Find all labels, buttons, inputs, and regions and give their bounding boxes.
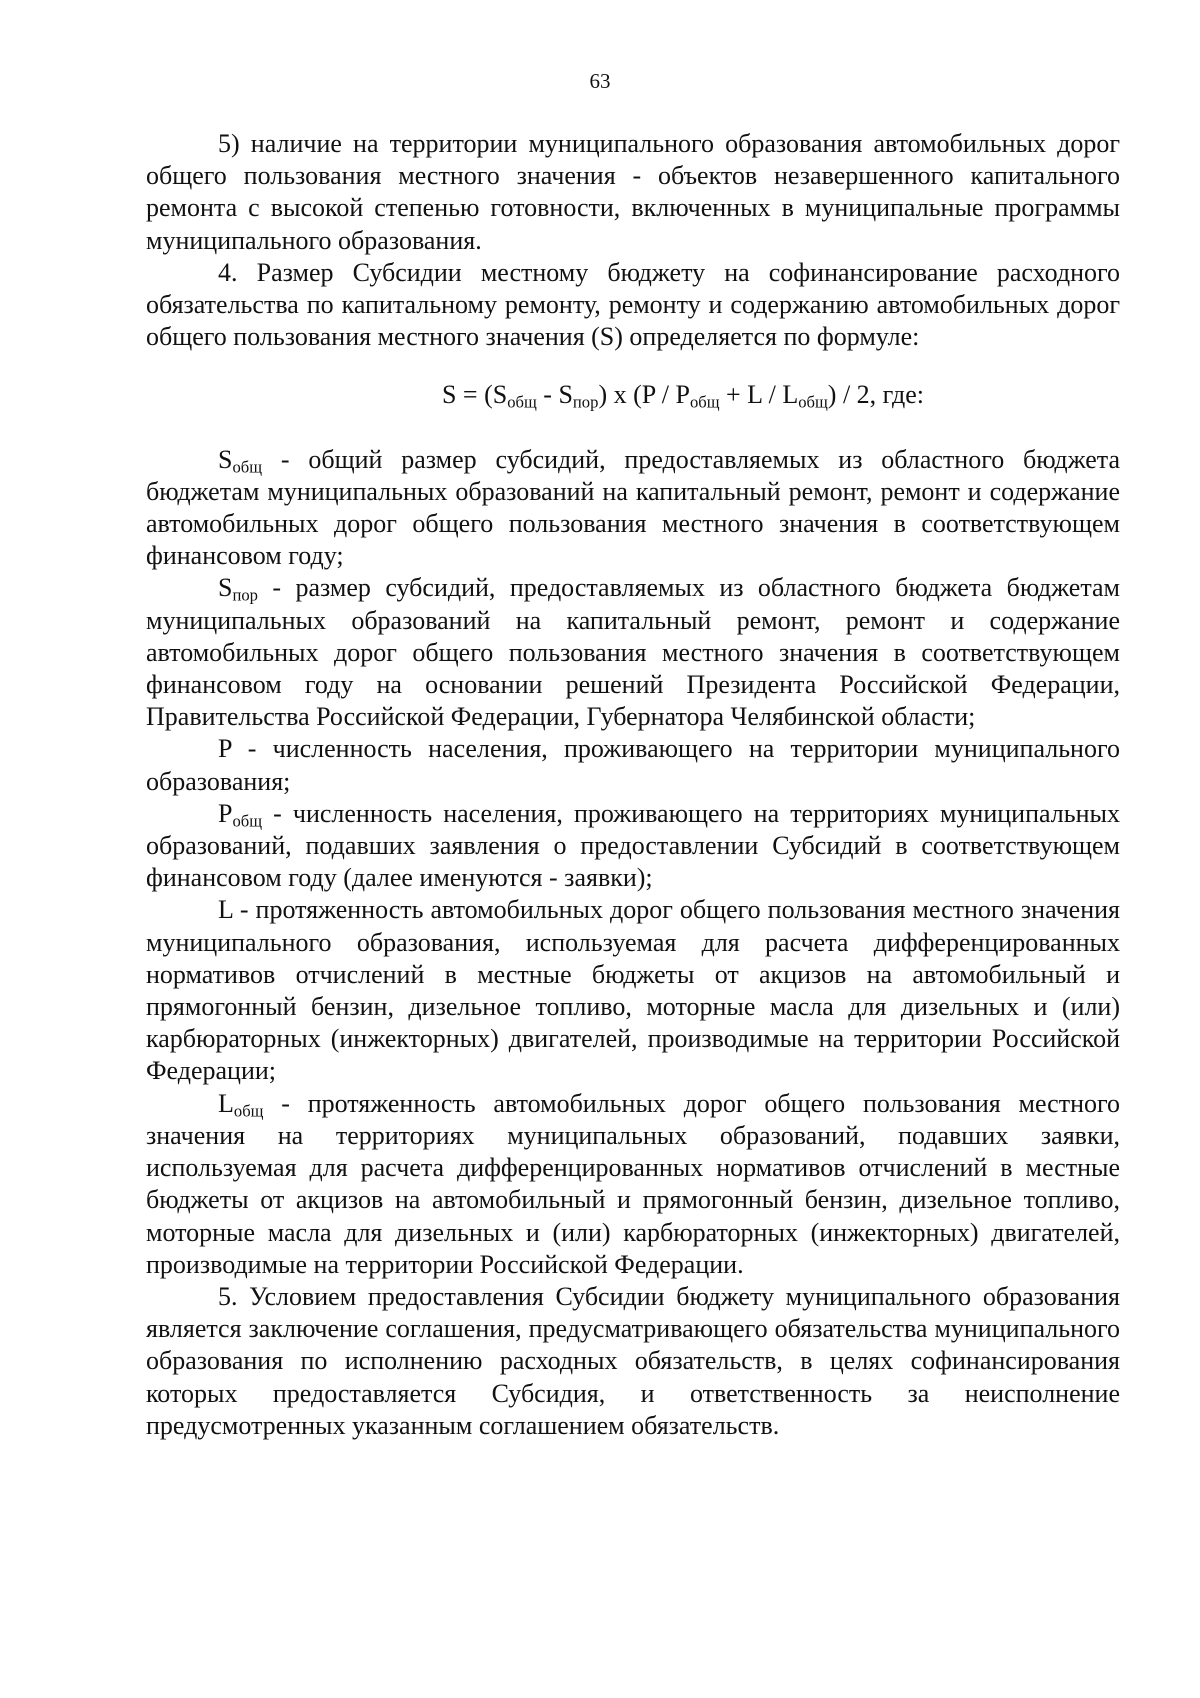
definition-text: - общий размер субсидий, предоставляемых из областного бюджета бюджетам муниципальных образований на капитальный ремонт, ремонт и содержание автомобильных дорог общего пользования местного значения в соответствующем финансовом году;: [146, 444, 1120, 571]
definition-s-obsh: [146, 444, 1120, 573]
formula-text: ) / 2, где:: [827, 380, 925, 410]
definition-text: - размер субсидий, предоставляемых из областного бюджета бюджетам муниципальных образований на капитальный ремонт, ремонт и содержание автомобильных дорог общего пользования местного значения в соответствующем финансовом году на основании решений Президента Российской Федерации, Правительства Российской Федерации, Губернатора Челябинской области;: [146, 573, 1120, 732]
symbol-subscript: общ: [233, 1101, 264, 1121]
formula-subscript: пор: [572, 393, 599, 413]
definition-text: - протяженность автомобильных дорог общего пользования местного значения на территориях муниципальных образований, подавших заявки, используемая для расчета дифференцированных нормативов отчислений в местные бюджеты от акцизов на автомобильный и прямогонный бензин, дизельное топливо, моторные масла для дизельных и (или) карбюраторных (инжекторных) двигателей, производимые на территории Российской Федерации.: [146, 1088, 1120, 1279]
formula-subscript: общ: [507, 393, 537, 413]
formula-subscript: общ: [798, 393, 828, 413]
formula-text: ) х (P / P: [598, 380, 690, 410]
symbol: P: [218, 798, 233, 828]
symbol: S: [218, 573, 233, 603]
symbol-subscript: пор: [232, 586, 258, 606]
paragraph-condition: 5. Условием предоставления Субсидии бюджету муниципального образования является заключение соглашения, предусматривающего обязательства муниципального образования по исполнению расходных обязательств, в целях софинансирования которых предоставляется Субсидия, и ответственность за неисполнение предусмотренных указанным соглашением обязательств.: [146, 1281, 1120, 1440]
paragraph-subsidy-size: 4. Размер Субсидии местному бюджету на софинансирование расходного обязательства по капитальному ремонту, ремонту и содержанию автомобильных дорог общего пользования местного значения (S) определяется по формуле:: [146, 257, 1120, 352]
symbol-subscript: общ: [232, 457, 263, 477]
definition-l: L - протяженность автомобильных дорог общего пользования местного значения муниципального образования, используемая для расчета дифференцированных нормативов отчислений в местные бюджеты от акцизов на автомобильный и прямогонный бензин, дизельное топливо, моторные масла для дизельных и (или) карбюраторных (инжекторных) двигателей, производимые на территории Российской Федерации;: [146, 895, 1120, 1086]
formula-text: S = (S: [441, 380, 508, 410]
definition-text: - численность населения, проживающего на территориях муниципальных образований, подавших заявления о предоставлении Субсидий в соответствующем финансовом году (далее именуются - заявки);: [146, 798, 1120, 893]
definition-p-obsh: [146, 798, 1120, 895]
definition-s-por: [146, 572, 1120, 733]
document-body: [146, 128, 1120, 1442]
formula: [146, 379, 1120, 411]
symbol: S: [218, 444, 233, 474]
definition-l-obsh: [146, 1088, 1120, 1281]
formula-text: - S: [536, 380, 573, 410]
symbol-subscript: общ: [232, 811, 263, 831]
formula-subscript: общ: [689, 393, 720, 413]
page-number: 63: [589, 69, 611, 93]
paragraph-item-5: 5) наличие на территории муниципального образования автомобильных дорог общего пользования местного значения - объектов незавершенного капитального ремонта с высокой степенью готовности, включенных в муниципальные программы муниципального образования.: [146, 129, 1120, 255]
definition-p: P - численность населения, проживающего на территории муниципального образования;: [146, 734, 1120, 796]
formula-text: + L / L: [719, 380, 799, 410]
symbol: L: [218, 1088, 234, 1118]
